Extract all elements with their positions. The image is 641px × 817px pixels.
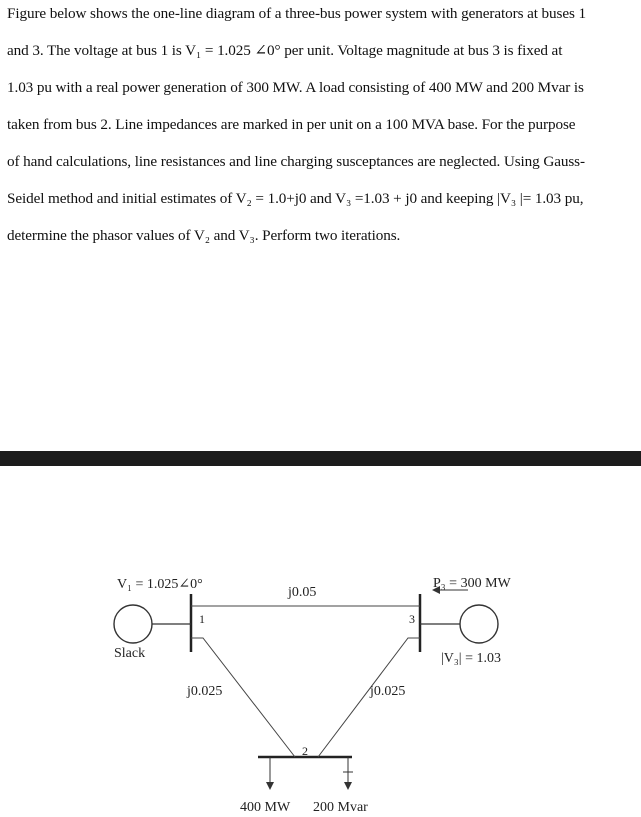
problem-line-2: and 3. The voltage at bus 1 is V₁ = 1.025 ∠0° per unit. Voltage magnitude at bus 3 is fixed at <box>7 42 563 59</box>
slack-label: Slack <box>114 646 146 661</box>
problem-line-4: taken from bus 2. Line impedances are marked in per unit on a 100 MVA base. For the purpose <box>7 116 576 133</box>
problem-line-6: Seidel method and initial estimates of V₂ = 1.0+j0 and V₃ =1.03 + j0 and keeping |V₃ |= 1.03 pu, <box>7 190 584 207</box>
problem-line-7: determine the phasor values of V₂ and V₃. Perform two iterations. <box>7 227 401 244</box>
divider-bar <box>0 451 641 466</box>
problem-line-3: 1.03 pu with a real power generation of 300 MW. A load consisting of 400 MW and 200 Mvar is <box>7 79 584 96</box>
bus-2-number: 2 <box>302 744 308 758</box>
line23-impedance: j0.025 <box>370 684 406 699</box>
v3-label: |V₃| = 1.03 <box>441 651 501 666</box>
line13-impedance: j0.05 <box>288 585 317 600</box>
one-line-diagram <box>0 466 641 817</box>
load-p-label: 400 MW <box>240 800 291 815</box>
generator-3-icon <box>460 605 498 643</box>
bus-3-number: 3 <box>409 612 415 626</box>
v1-label: V₁ = 1.025∠0° <box>117 577 203 592</box>
bus-1-number: 1 <box>199 612 205 626</box>
problem-line-5: of hand calculations, line resistances and line charging susceptances are neglected. Using Gauss- <box>7 153 585 170</box>
p3-label: P₃ = 300 MW <box>433 576 511 591</box>
problem-line-1: Figure below shows the one-line diagram of a three-bus power system with generators at buses 1 <box>7 5 586 22</box>
load-q-label: 200 Mvar <box>313 800 368 815</box>
generator-1-icon <box>114 605 152 643</box>
line12-impedance: j0.025 <box>187 684 223 699</box>
